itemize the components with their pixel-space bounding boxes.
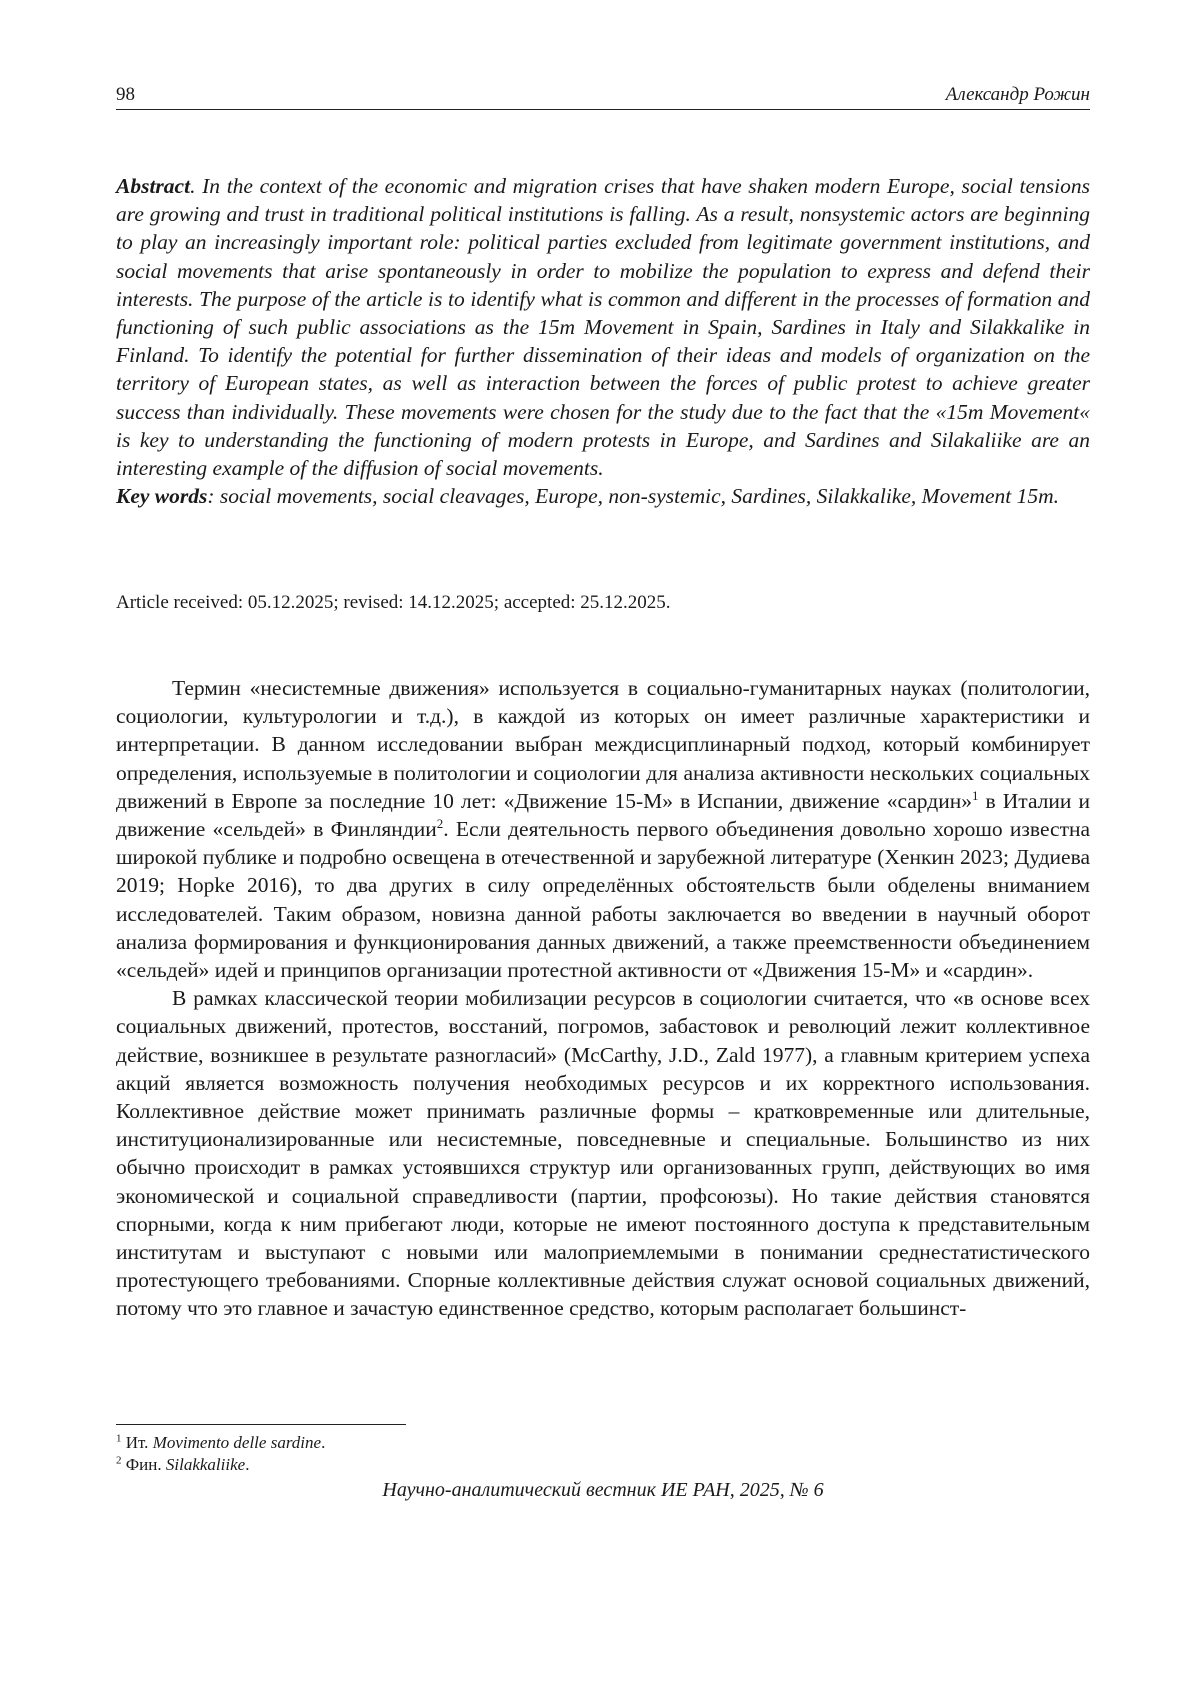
body-paragraph-2: В рамках классической теории мобилизации ресурсов в социологии считается, что «в основе всех социальных движений, протестов, восстаний, погромов, забастовок и революций лежит коллективное действие, возникшее в результате разногласий» (McCarthy, J.D., Zald 1977), а главным критерием успеха акций является возможность получения необходимых ресурсов и их корректного использования. Коллективное действие может принимать различные формы – кратковременные или длительные, институционализированные или несистемные, повседневные и специальные. Большинство из них обычно происходит в рамках устоявшихся структур или организованных групп, действующих во имя экономической и социальной справедливости (партии, профсоюзы). Но такие действия становятся спорными, когда к ним прибегают люди, которые не имеют постоянного доступа к представительным институтам и выступают с новыми или малоприемлемыми в понимании среднестатистического протестующего требованиями. Спорные коллективные действия служат основой социальных движений, потому что это главное и зачастую единственное средство, которым располагает большинст- (116, 986, 1090, 1321)
footnote-divider (116, 1424, 406, 1425)
footnote-2: $^2$ Фин. Silakkaliike. (116, 1454, 250, 1474)
article-body (116, 674, 1090, 1323)
body-p1-text-c: . Если деятельность первого объединения довольно хорошо известна широкой публике и подробно освещена в отечественной и зарубежной литературе (Хенкин 2023; Дудиева 2019; Hopke 2016), то два других в силу определённых обстоятельств были обделены вниманием исследователей. Таким образом, новизна данной работы заключается во введении в научный оборот анализа формирования и функционирования данных движений, а также преемственности объединением «сельдей» идей и принципов организации протестной активности от «Движения 15-М» и «сардин». (116, 817, 1091, 983)
journal-footer: Научно-аналитический вестник ИЕ РАН, 2025, № 6 (382, 1479, 824, 1501)
body-p1-text-b: в Италии и движение «сельдей» в Финляндии (116, 788, 1090, 842)
footnote-term: Silakkaliike (165, 1455, 246, 1474)
footnote-lang: Фин. (125, 1455, 162, 1474)
footnote-mark: 1 (116, 1432, 122, 1445)
footnote-ref-2[interactable]: 2 (436, 815, 444, 831)
body-paragraph-1 (116, 674, 1090, 984)
abstract-label: Abstract (116, 174, 191, 198)
running-head (116, 84, 1090, 106)
footnotes (116, 1432, 1090, 1476)
body-p1-text-a: Термин «несистемные движения» используется в социально-гуманитарных науках (политологии, социологии, культурологии и т.д.), в каждой из которых он имеет различные характеристики и интерпретации. В данном исследовании выбран междисциплинарный подход, который комбинирует определения, используемые в политологии и социологии для анализа активности нескольких социальных движений в Европе за последние 10 лет: «Движение 15-М» в Испании, движение «сардин» (116, 676, 1090, 813)
abstract-text: In the context of the economic and migration crises that have shaken modern Europe, social tensions are growing and trust in traditional political institutions is falling. As a result, nonsystemic actors are beginning to play an increasingly important role: political parties excluded from legitimate government institutions, and social movements that arise spontaneously in order to mobilize the population to express and defend their interests. The purpose of the article is to identify what is common and different in the processes of formation and functioning of such public associations as the 15m Movement in Spain, Sardines in Italy and Silakkalike in Finland. To identify the potential for further dissemination of their ideas and models of organization on the territory of European states, as well as interaction between the forces of public protest to achieve greater success than individually. These movements were chosen for the study due to the fact that the «15m Movement« is key to understanding the functioning of modern protests in Europe, and Sardines and Silakaliike are an interesting example of the diffusion of social movements. (116, 174, 1091, 481)
keywords-text: social movements, social cleavages, Europe, non-systemic, Sardines, Silakkalike, Movement 15m. (219, 484, 1059, 509)
header-divider (116, 109, 1090, 110)
footnote-lang: Ит. (125, 1433, 149, 1452)
footnote-mark: 2 (116, 1454, 122, 1467)
keywords-paragraph: Key words: social movements, social cleavages, Europe, non-systemic, Sardines, Silakkalike, Movement 15m. (116, 484, 1059, 509)
abstract-paragraph: Abstract. In the context of the economic and migration crises that have shaken modern Europe, social tensions are growing and trust in traditional political institutions is falling. As a result, nonsystemic actors are beginning to play an increasingly important role: political parties excluded from legitimate government institutions, and social movements that arise spontaneously in order to mobilize the population to express and defend their interests. The purpose of the article is to identify what is common and different in the processes of formation and functioning of such public associations as the 15m Movement in Spain, Sardines in Italy and Silakkalike in Finland. To identify the potential for further dissemination of their ideas and models of organization on the territory of European states, as well as interaction between the forces of public protest to achieve greater success than individually. These movements were chosen for the study due to the fact that the «15m Movement« is key to understanding the functioning of modern protests in Europe, and Sardines and Silakaliike are an interesting example of the diffusion of social movements. (116, 174, 1091, 481)
running-head-author: Александр Рожин (945, 84, 1090, 105)
page-number: 98 (116, 84, 135, 105)
article-dates: Article received: 05.12.2025; revised: 14.12.2025; accepted: 25.12.2025. (116, 592, 671, 613)
footnote-term: Movimento delle sardine (152, 1433, 322, 1452)
footnote-1: $^1$ Ит. Movimento delle sardine. (116, 1432, 326, 1452)
abstract-block (116, 172, 1090, 510)
keywords-label: Key words (116, 484, 208, 509)
footnote-ref-1[interactable]: 1 (971, 787, 979, 803)
